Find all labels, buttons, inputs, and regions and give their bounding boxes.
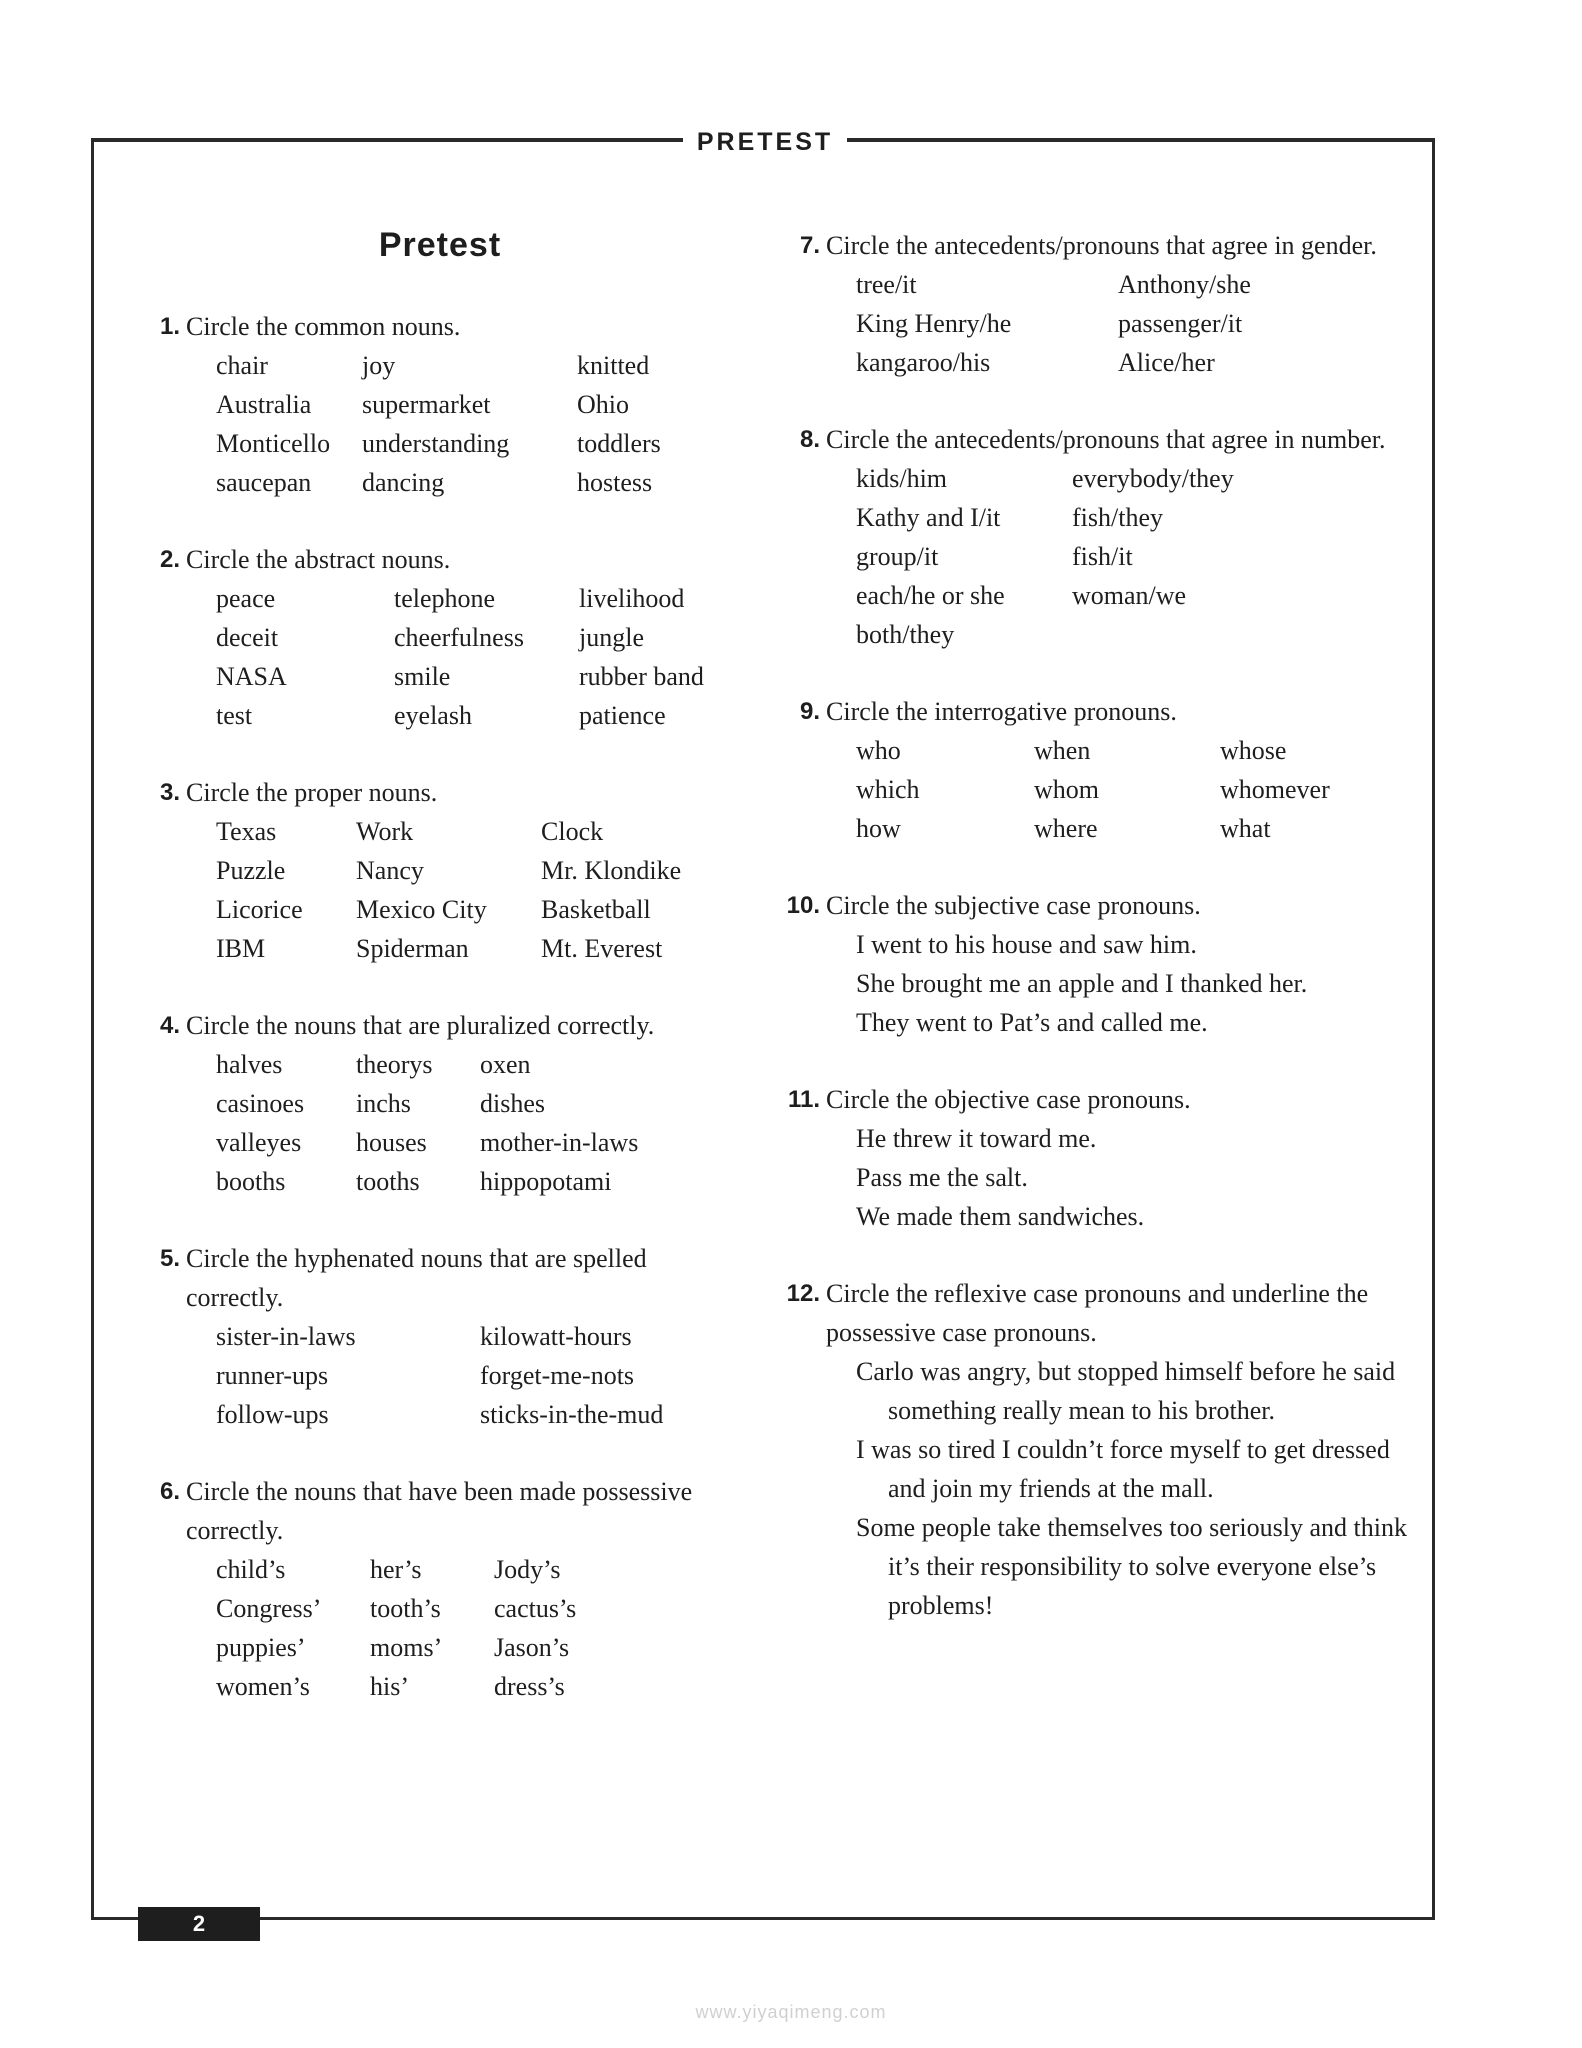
sentence[interactable]: Pass me the salt. xyxy=(856,1163,1028,1192)
word-option[interactable]: who xyxy=(856,736,901,765)
word-option[interactable]: Congress’ xyxy=(216,1594,322,1623)
word-option[interactable]: chair xyxy=(216,351,268,380)
word-option[interactable]: whomever xyxy=(1220,775,1330,804)
word-option[interactable]: whom xyxy=(1034,775,1099,804)
question-6: 6. Circle the nouns that have been made possessive correctly. child’s her’s Jody’s Congress’ tooth’s cactus’s puppies’ moms’ Jason’s women’s his’ dress’s xyxy=(150,1472,750,1706)
word-option[interactable]: where xyxy=(1034,814,1098,843)
word-option[interactable]: Kathy and I/it xyxy=(856,503,1001,532)
word-option[interactable]: dishes xyxy=(480,1089,545,1118)
word-option[interactable]: jungle xyxy=(579,623,644,652)
sentence[interactable]: She brought me an apple and I thanked her. xyxy=(856,969,1308,998)
left-column xyxy=(150,307,750,1744)
question-8: 8. Circle the antecedents/pronouns that agree in number. kids/him everybody/they Kathy and I/it fish/they group/it fish/it each/he or she woman/we both/they xyxy=(790,420,1410,654)
word-option[interactable]: Australia xyxy=(216,390,312,419)
word-grid xyxy=(150,1317,750,1434)
word-option[interactable]: each/he or she xyxy=(856,581,1005,610)
frame-bottom-line xyxy=(91,1917,1435,1920)
word-option[interactable]: Alice/her xyxy=(1118,348,1215,377)
word-option[interactable]: forget-me-nots xyxy=(480,1361,635,1390)
question-prompt: Circle the abstract nouns. xyxy=(186,545,451,574)
word-grid xyxy=(790,265,1410,382)
word-option[interactable]: Basketball xyxy=(541,895,651,924)
word-option[interactable]: fish/it xyxy=(1072,542,1133,571)
word-option[interactable]: Mexico City xyxy=(356,895,487,924)
word-option[interactable]: Work xyxy=(356,817,414,846)
word-option[interactable]: fish/they xyxy=(1072,503,1163,532)
word-option[interactable]: Puzzle xyxy=(216,856,286,885)
question-9: 9. Circle the interrogative pronouns. who when whose which whom whomever how where what xyxy=(790,692,1410,848)
word-option[interactable]: Mt. Everest xyxy=(541,934,663,963)
word-grid xyxy=(150,579,750,735)
word-option[interactable]: women’s xyxy=(216,1672,310,1701)
question-4: 4. Circle the nouns that are pluralized correctly. halves theorys oxen casinoes inchs dishes valleyes houses mother-in-laws booths tooths hippopotami xyxy=(150,1006,750,1201)
word-option[interactable]: mother-in-laws xyxy=(480,1128,639,1157)
question-prompt: Circle the reflexive case pronouns and underline the possessive case pronouns. xyxy=(826,1279,1369,1347)
question-11: 11. Circle the objective case pronouns. He threw it toward me. Pass me the salt. We made them sandwiches. xyxy=(790,1080,1410,1236)
word-option[interactable]: runner-ups xyxy=(216,1361,329,1390)
word-option[interactable]: peace xyxy=(216,584,276,613)
word-option[interactable]: Clock xyxy=(541,817,604,846)
word-option[interactable]: Spiderman xyxy=(356,934,469,963)
word-option[interactable]: kilowatt-hours xyxy=(480,1322,632,1351)
word-option[interactable]: smile xyxy=(394,662,451,691)
word-option[interactable]: sister-in-laws xyxy=(216,1322,356,1351)
word-option[interactable]: hostess xyxy=(577,468,653,497)
question-prompt: Circle the hyphenated nouns that are spelled correctly. xyxy=(186,1244,647,1312)
word-option[interactable]: oxen xyxy=(480,1050,531,1079)
word-option[interactable]: toddlers xyxy=(577,429,661,458)
word-option[interactable]: cheerfulness xyxy=(394,623,524,652)
watermark: www.yiyaqimeng.com xyxy=(695,2002,887,2022)
word-option[interactable]: dress’s xyxy=(494,1672,565,1701)
page-title: Pretest xyxy=(378,226,502,264)
word-option[interactable]: NASA xyxy=(216,662,287,691)
word-option[interactable]: Texas xyxy=(216,817,277,846)
word-option[interactable]: houses xyxy=(356,1128,427,1157)
word-option[interactable]: casinoes xyxy=(216,1089,305,1118)
word-option[interactable]: kangaroo/his xyxy=(856,348,991,377)
word-option[interactable]: child’s xyxy=(216,1555,286,1584)
word-option[interactable]: tree/it xyxy=(856,270,917,299)
word-option[interactable]: dancing xyxy=(362,468,445,497)
sentence[interactable]: I was so tired I couldn’t force myself to get dressed and join my friends at the mall. xyxy=(856,1435,1390,1503)
word-grid xyxy=(150,1550,750,1706)
word-option[interactable]: everybody/they xyxy=(1072,464,1234,493)
word-option[interactable]: joy xyxy=(362,351,396,380)
question-prompt: Circle the nouns that have been made possessive correctly. xyxy=(186,1477,693,1545)
sentence-list xyxy=(790,1119,1410,1236)
question-10: 10. Circle the subjective case pronouns. I went to his house and saw him. She brought me an apple and I thanked her. They went to Pat’s and called me. xyxy=(790,886,1410,1042)
page-number: 2 xyxy=(138,1907,260,1941)
word-grid xyxy=(790,731,1410,848)
sentence-list xyxy=(790,1352,1410,1625)
word-option[interactable]: cactus’s xyxy=(494,1594,577,1623)
word-option[interactable]: test xyxy=(216,701,253,730)
word-option[interactable]: his’ xyxy=(370,1672,409,1701)
sentence-list xyxy=(790,925,1410,1042)
right-column xyxy=(786,226,1410,1663)
question-12: 12. Circle the reflexive case pronouns and underline the possessive case pronouns. Carlo was angry, but stopped himself before he said something really mean to his brother. I was so tired I couldn’t force myself to get dressed and join my friends at the mall. Some people take themselves too seriously and think it’s their responsibility to solve everyone else’s problems! xyxy=(790,1274,1410,1625)
word-option[interactable]: which xyxy=(856,775,920,804)
word-option[interactable]: King Henry/he xyxy=(856,309,1012,338)
word-option[interactable]: her’s xyxy=(370,1555,422,1584)
question-prompt: Circle the antecedents/pronouns that agree in gender. xyxy=(826,231,1377,260)
sentence[interactable]: Some people take themselves too seriously and think it’s their responsibility to solve everyone else’s problems! xyxy=(856,1513,1407,1620)
word-option[interactable]: moms’ xyxy=(370,1633,443,1662)
word-option[interactable]: kids/him xyxy=(856,464,948,493)
word-option[interactable]: Anthony/she xyxy=(1118,270,1251,299)
word-option[interactable]: theorys xyxy=(356,1050,433,1079)
question-prompt: Circle the antecedents/pronouns that agree in number. xyxy=(826,425,1386,454)
word-option[interactable]: when xyxy=(1034,736,1091,765)
word-option[interactable]: both/they xyxy=(856,620,955,649)
word-option[interactable]: knitted xyxy=(577,351,650,380)
word-option[interactable]: eyelash xyxy=(394,701,472,730)
question-5: 5. Circle the hyphenated nouns that are spelled correctly. sister-in-laws kilowatt-hours runner-ups forget-me-nots follow-ups sticks-in-the-mud xyxy=(150,1239,750,1434)
word-option[interactable]: Jason’s xyxy=(494,1633,570,1662)
word-option[interactable]: valleyes xyxy=(216,1128,302,1157)
frame-right-line xyxy=(1432,138,1435,1920)
word-option[interactable]: puppies’ xyxy=(216,1633,306,1662)
word-option[interactable]: group/it xyxy=(856,542,939,571)
word-option[interactable]: booths xyxy=(216,1167,286,1196)
word-option[interactable]: tooth’s xyxy=(370,1594,441,1623)
word-grid xyxy=(150,1045,750,1201)
word-option[interactable]: how xyxy=(856,814,901,843)
word-option[interactable]: Monticello xyxy=(216,429,331,458)
word-option[interactable]: whose xyxy=(1220,736,1287,765)
word-option[interactable]: saucepan xyxy=(216,468,312,497)
word-option[interactable]: halves xyxy=(216,1050,283,1079)
word-option[interactable]: patience xyxy=(579,701,666,730)
question-prompt: Circle the objective case pronouns. xyxy=(826,1085,1191,1114)
word-option[interactable]: Ohio xyxy=(577,390,629,419)
word-option[interactable]: deceit xyxy=(216,623,279,652)
sentence[interactable]: He threw it toward me. xyxy=(856,1124,1097,1153)
sentence[interactable]: I went to his house and saw him. xyxy=(856,930,1197,959)
word-option[interactable]: telephone xyxy=(394,584,496,613)
question-prompt: Circle the common nouns. xyxy=(186,312,461,341)
word-option[interactable]: Licorice xyxy=(216,895,303,924)
question-prompt: Circle the subjective case pronouns. xyxy=(826,891,1201,920)
word-option[interactable]: IBM xyxy=(216,934,266,963)
word-option[interactable]: sticks-in-the-mud xyxy=(480,1400,664,1429)
sentence[interactable]: They went to Pat’s and called me. xyxy=(856,1008,1208,1037)
question-prompt: Circle the interrogative pronouns. xyxy=(826,697,1177,726)
question-prompt: Circle the proper nouns. xyxy=(186,778,438,807)
word-option[interactable]: passenger/it xyxy=(1118,309,1243,338)
word-option[interactable]: Jody’s xyxy=(494,1555,561,1584)
section-header: PRETEST xyxy=(0,128,1530,157)
word-grid xyxy=(150,346,750,502)
word-grid xyxy=(150,812,750,968)
word-option[interactable]: supermarket xyxy=(362,390,491,419)
word-option[interactable]: Mr. Klondike xyxy=(541,856,682,885)
word-option[interactable]: hippopotami xyxy=(480,1167,612,1196)
word-option[interactable]: Nancy xyxy=(356,856,424,885)
word-option[interactable]: understanding xyxy=(362,429,510,458)
question-2: 2. Circle the abstract nouns. peace telephone livelihood deceit cheerfulness jungle NASA smile rubber band test eyelash patience xyxy=(150,540,750,735)
word-option[interactable]: woman/we xyxy=(1072,581,1187,610)
word-option[interactable]: tooths xyxy=(356,1167,420,1196)
word-option[interactable]: what xyxy=(1220,814,1271,843)
word-option[interactable]: inchs xyxy=(356,1089,411,1118)
question-1: 1. Circle the common nouns. chair joy knitted Australia supermarket Ohio Monticello understanding toddlers saucepan dancing hostess xyxy=(150,307,750,502)
question-prompt: Circle the nouns that are pluralized correctly. xyxy=(186,1011,655,1040)
word-option[interactable]: rubber band xyxy=(579,662,704,691)
frame-left-line xyxy=(91,138,94,1920)
question-7: 7. Circle the antecedents/pronouns that agree in gender. tree/it Anthony/she King Henry/he passenger/it kangaroo/his Alice/her xyxy=(790,226,1410,382)
word-option[interactable]: livelihood xyxy=(579,584,685,613)
word-option[interactable]: follow-ups xyxy=(216,1400,329,1429)
sentence[interactable]: We made them sandwiches. xyxy=(856,1202,1145,1231)
word-grid xyxy=(790,459,1410,654)
sentence[interactable]: Carlo was angry, but stopped himself before he said something really mean to his brother. xyxy=(856,1357,1396,1425)
question-3: 3. Circle the proper nouns. Texas Work Clock Puzzle Nancy Mr. Klondike Licorice Mexico City Basketball IBM Spiderman Mt. Everest xyxy=(150,773,750,968)
